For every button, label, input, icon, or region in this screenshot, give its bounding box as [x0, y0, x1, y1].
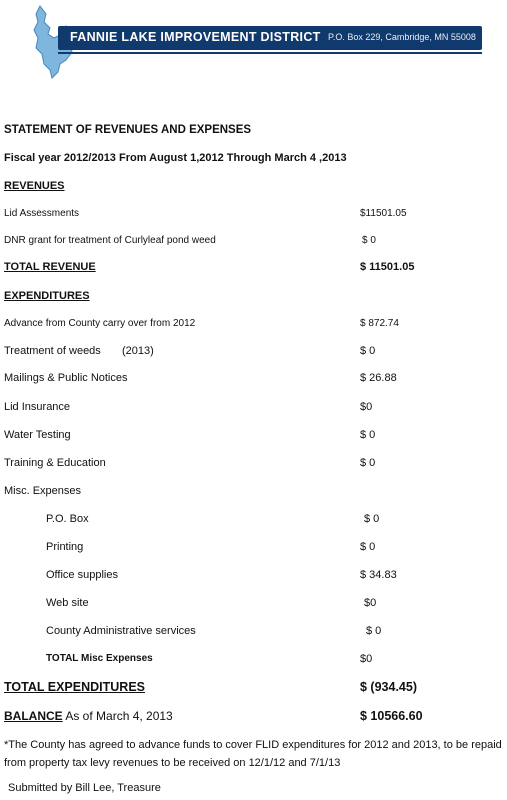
- expenditure-item-label: Advance from County carry over from 2012: [4, 318, 196, 329]
- expenditure-item-label: Mailings & Public Notices: [4, 372, 128, 384]
- expenditure-item-amount: $0: [360, 401, 373, 413]
- revenue-item-label: Lid Assessments: [4, 208, 80, 219]
- total-expenditures-label: TOTAL EXPENDITURES: [4, 680, 145, 694]
- footnote: *The County has agreed to advance funds to cover FLID expenditures for 2012 and 2013, to be repaid from property tax levy revenues to be received on 12/1/12 and 7/1/13: [4, 739, 502, 769]
- misc-item-amount: $ 34.83: [360, 569, 397, 581]
- misc-item-label: P.O. Box: [46, 513, 89, 525]
- statement-title: STATEMENT OF REVENUES AND EXPENSES: [4, 124, 252, 136]
- fiscal-year: Fiscal year 2012/2013 From August 1,2012 Through March 4 ,2013: [4, 152, 347, 164]
- revenue-item-amount: $ 0: [362, 235, 376, 246]
- expenditure-item-label: Training & Education: [4, 457, 106, 469]
- total-expenditures-amount: $ (934.45): [360, 680, 417, 694]
- expenditure-item-year: (2013): [122, 345, 154, 357]
- revenue-item-label: DNR grant for treatment of Curlyleaf pond weed: [4, 235, 216, 246]
- misc-item-amount: $ 0: [360, 541, 376, 553]
- balance-date: As of March 4, 2013: [62, 709, 173, 723]
- misc-item-label: Web site: [46, 597, 89, 609]
- misc-item-label: County Administrative services: [46, 625, 196, 637]
- misc-item-amount: $0: [364, 597, 377, 609]
- total-revenue-amount: $ 11501.05: [360, 261, 415, 273]
- expenditure-item-amount: $ 0: [360, 429, 376, 441]
- expenditure-item-amount: $ 872.74: [360, 318, 399, 329]
- misc-item-amount: $ 0: [364, 513, 380, 525]
- misc-item-label: Office supplies: [46, 569, 118, 581]
- expenditure-item-label: Water Testing: [4, 429, 71, 441]
- misc-total-label: TOTAL Misc Expenses: [46, 653, 153, 664]
- letterhead-rule: [58, 52, 482, 54]
- revenue-item-amount: $11501.05: [360, 208, 407, 219]
- misc-item-label: Printing: [46, 541, 84, 553]
- expenditure-item-label: Misc. Expenses: [4, 485, 82, 497]
- balance-amount: $ 10566.60: [360, 709, 423, 723]
- expenditure-item-amount: $ 0: [360, 457, 376, 469]
- expenditures-heading: EXPENDITURES: [4, 290, 90, 302]
- expenditure-item-amount: $ 26.88: [360, 372, 397, 384]
- expenditure-item-label: Lid Insurance: [4, 401, 71, 413]
- revenues-heading: REVENUES: [4, 180, 65, 192]
- balance-label: BALANCE: [4, 709, 63, 723]
- expenditure-item-label: Treatment of weeds: [4, 345, 101, 357]
- org-name: FANNIE LAKE IMPROVEMENT DISTRICT: [70, 30, 321, 44]
- misc-total-amount: $0: [360, 653, 373, 665]
- misc-item-amount: $ 0: [366, 625, 382, 637]
- submitted-by: Submitted by Bill Lee, Treasure: [8, 782, 161, 794]
- expenditure-item-amount: $ 0: [360, 345, 376, 357]
- total-revenue-label: TOTAL REVENUE: [4, 261, 96, 273]
- org-address: P.O. Box 229, Cambridge, MN 55008: [328, 32, 476, 42]
- balance-line: [4, 709, 173, 723]
